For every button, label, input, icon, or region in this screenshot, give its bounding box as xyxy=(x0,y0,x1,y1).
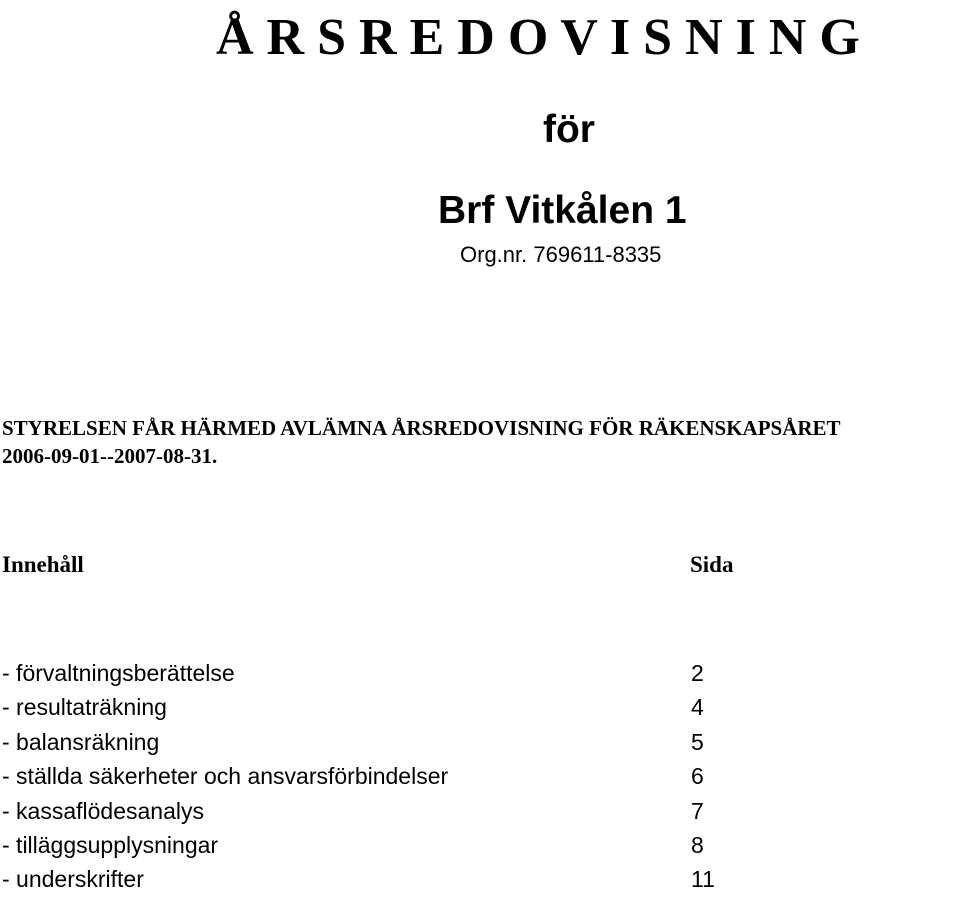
document-title: Å R S R E D O V I S N I N G xyxy=(216,9,860,66)
toc-item-label: - ställda säkerheter och ansvarsförbindelser xyxy=(2,763,449,789)
toc-item xyxy=(0,800,960,834)
toc-item-label: - förvaltningsberättelse xyxy=(2,660,235,686)
toc-item xyxy=(0,662,960,696)
toc-item-page: 5 xyxy=(691,729,704,755)
toc-item xyxy=(0,731,960,765)
toc-page-heading: Sida xyxy=(690,552,734,577)
toc-item-page: 6 xyxy=(691,763,704,789)
toc-item-page: 7 xyxy=(691,798,704,824)
statement-line-1: STYRELSEN FÅR HÄRMED AVLÄMNA ÅRSREDOVISNING FÖR RÄKENSKAPSÅRET xyxy=(2,416,841,440)
toc-heading: Innehåll xyxy=(2,552,84,577)
toc-item-page: 11 xyxy=(691,866,715,892)
statement-line-2: 2006-09-01--2007-08-31. xyxy=(2,444,218,468)
organization-name: Brf Vitkålen 1 xyxy=(438,189,687,232)
toc-item xyxy=(0,696,960,730)
toc-item-label: - kassaflödesanalys xyxy=(2,798,204,824)
toc-item-label: - resultaträkning xyxy=(2,694,167,720)
toc-item-label: - tilläggsupplysningar xyxy=(2,832,219,858)
toc-item-label: - underskrifter xyxy=(2,866,144,892)
toc-item xyxy=(0,868,960,902)
toc-item-page: 2 xyxy=(691,660,704,686)
for-label: för xyxy=(543,108,595,151)
organization-number: Org.nr. 769611-8335 xyxy=(460,242,662,267)
toc-item-label: - balansräkning xyxy=(2,729,160,755)
toc-item xyxy=(0,765,960,799)
toc-item-page: 8 xyxy=(691,832,704,858)
toc-item xyxy=(0,834,960,868)
toc-item-page: 4 xyxy=(691,694,704,720)
